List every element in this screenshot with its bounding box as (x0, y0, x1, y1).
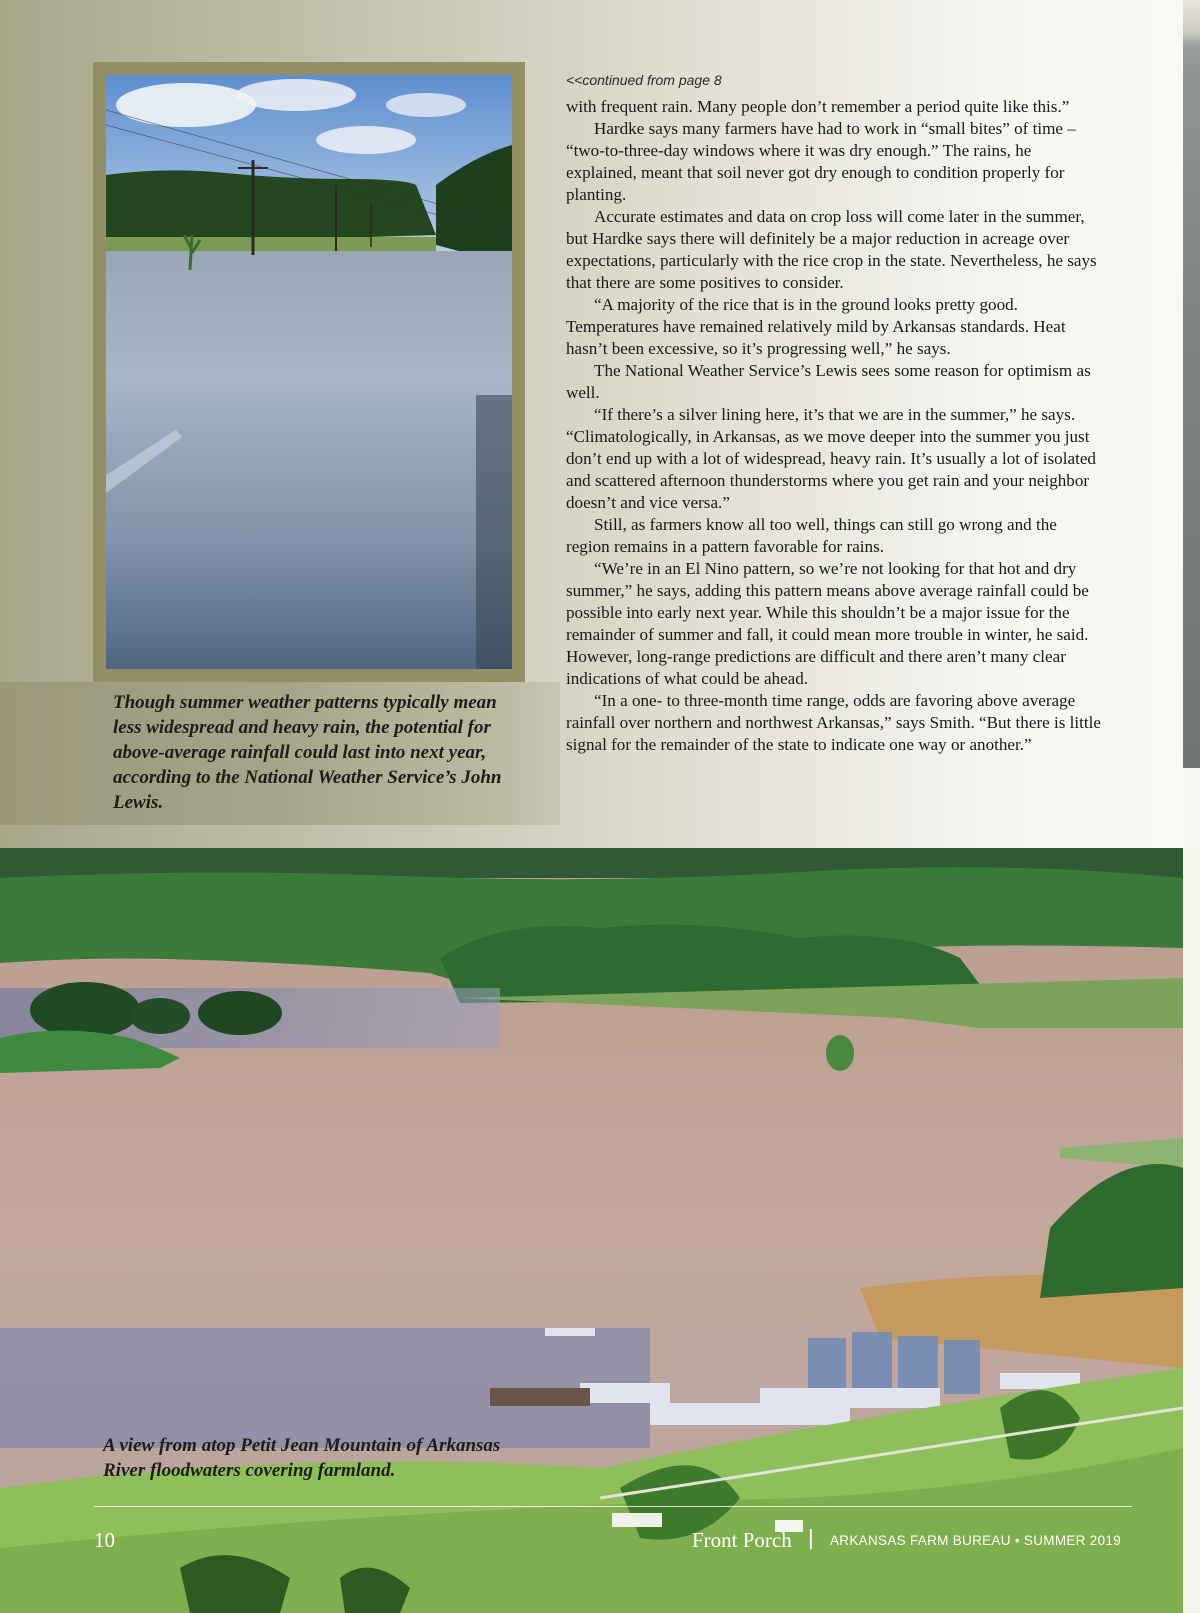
article-body (566, 96, 1103, 756)
adjacent-page-edge (1183, 0, 1200, 768)
continued-note: <<continued from page 8 (566, 72, 722, 88)
publication-issue: ARKANSAS FARM BUREAU • SUMMER 2019 (830, 1533, 1121, 1548)
page-number: 10 (94, 1528, 115, 1552)
paragraph: “In a one- to three-month time range, odds are favoring above average rainfall over northern and northwest Arkansas,” says Smith. “But there is little signal for the remainder of the state to indicate one way or another.” (566, 691, 1102, 754)
photo-caption-bottom: A view from atop Petit Jean Mountain of Arkansas River floodwaters covering farmland. (103, 1435, 501, 1481)
paragraph: “We’re in an El Nino pattern, so we’re not looking for that hot and dry summer,” he says, adding this pattern means above average rainfall could be possible into early next year. While this shouldn’t be a major issue for the remainder of summer and fall, it could mean more trouble in winter, he said. However, long-range predictions are difficult and there aren’t many clear indications of what could be ahead. (566, 559, 1089, 688)
paragraph: “A majority of the rice that is in the ground looks pretty good. Temperatures have remained relatively mild by Arkansas standards. Heat hasn’t been excessive, so it’s progressing well,” he says. (566, 295, 1066, 358)
paragraph: Accurate estimates and data on crop loss will come later in the summer, but Hardke says there will definitely be a major reduction in acreage over expectations, particularly with the rice crop in the state. Nevertheless, he says that there are some positives to consider. (566, 207, 1097, 292)
footer-separator: | (808, 1525, 814, 1550)
paragraph: “If there’s a silver lining here, it’s that we are in the summer,” he says. “Climatologically, in Arkansas, as we move deeper into the summer you just don’t end up with a lot of widespread, heavy rain. It’s usually a lot of isolated and scattered afternoon thunderstorms where you get rain and your neighbor doesn’t and vice versa.” (566, 405, 1096, 512)
paragraph: Hardke says many farmers have had to work in “small bites” of time – “two-to-three-day windows where it was dry enough.” The rains, he explained, meant that soil never got dry enough to condition properly for planting. (566, 119, 1076, 204)
floodwaters-farmland-photo (0, 848, 1183, 1613)
paragraph: Still, as farmers know all too well, things can still go wrong and the region remains in a pattern favorable for rains. (566, 515, 1057, 556)
paragraph: The National Weather Service’s Lewis sees some reason for optimism as well. (566, 361, 1091, 402)
paragraph: with frequent rain. Many people don’t remember a period quite like this.” (566, 97, 1070, 116)
magazine-brand: Front Porch (692, 1528, 792, 1552)
flooded-road-photo (106, 75, 512, 669)
footer-divider (94, 1506, 1132, 1507)
photo-caption-top: Though summer weather patterns typically mean less widespread and heavy rain, the potential for above-average rainfall could last into next year, according to the National Weather Service’s John Lewis. (113, 692, 502, 813)
